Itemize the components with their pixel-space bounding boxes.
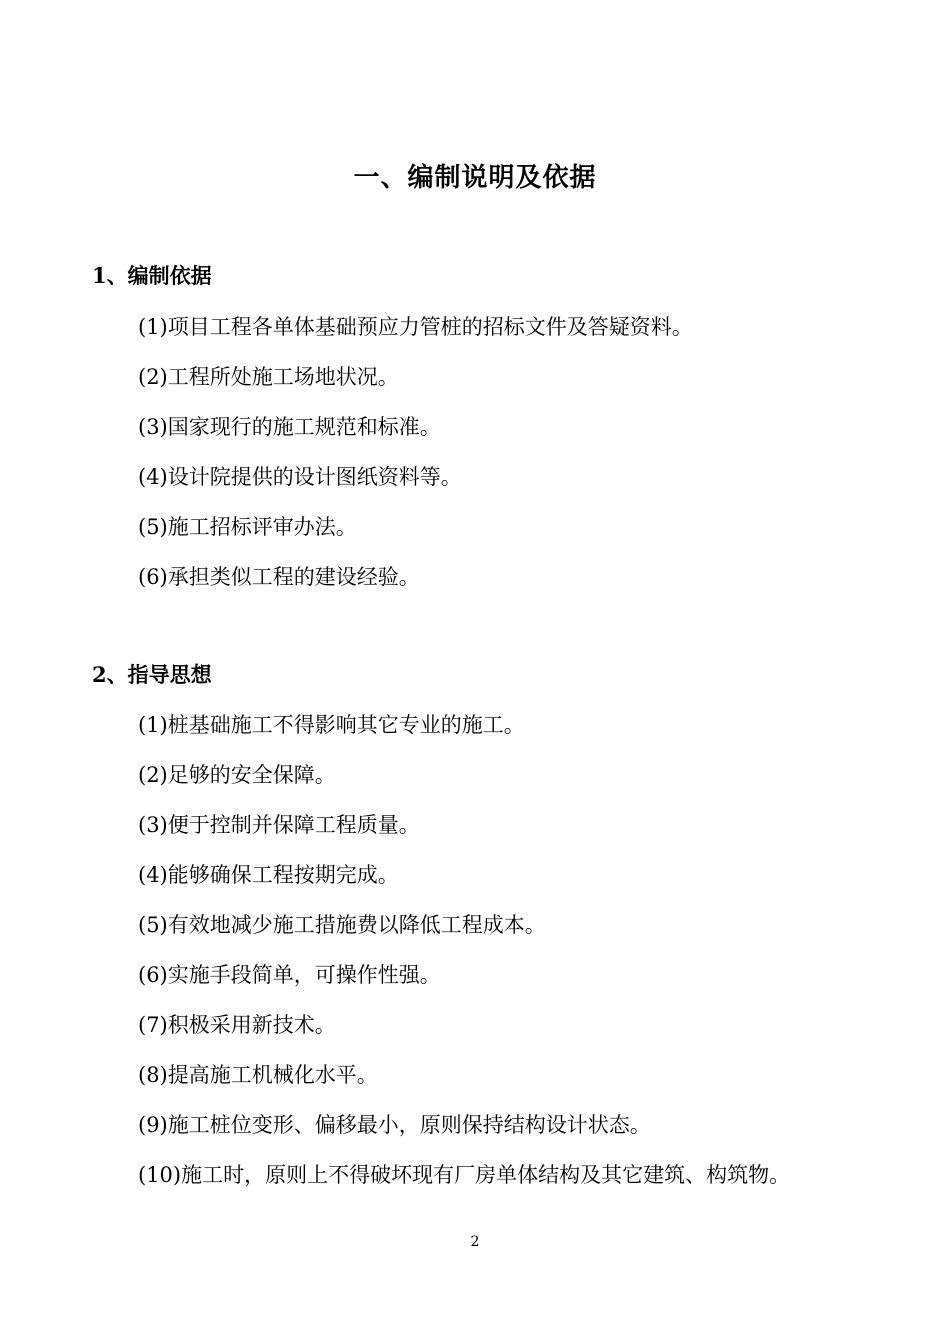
basis-list (138, 312, 693, 612)
list-item: (9)施工桩位变形、偏移最小，原则保持结构设计状态。 (138, 1113, 651, 1137)
list-item: (3)便于控制并保障工程质量。 (138, 813, 420, 837)
document-title: 一、编制说明及依据 (353, 163, 597, 193)
list-item: (6)承担类似工程的建设经验。 (138, 565, 420, 589)
list-item: (4)能够确保工程按期完成。 (138, 863, 399, 887)
list-item: (5)施工招标评审办法。 (138, 515, 357, 539)
section-heading-basis: 1、编制依据 (92, 263, 212, 288)
list-item: (7)积极采用新技术。 (138, 1013, 336, 1037)
list-item: (2)工程所处施工场地状况。 (138, 365, 399, 389)
list-item: (3)国家现行的施工规范和标准。 (138, 415, 441, 439)
list-item: (8)提高施工机械化水平。 (138, 1063, 378, 1087)
guiding-principles-list (138, 710, 790, 1210)
page-number: 2 (470, 1234, 480, 1250)
section-heading-guiding-principles: 2、指导思想 (92, 662, 212, 687)
list-item: (4)设计院提供的设计图纸资料等。 (138, 465, 462, 489)
list-item: (1)桩基础施工不得影响其它专业的施工。 (138, 713, 525, 737)
list-item: (2)足够的安全保障。 (138, 763, 336, 787)
list-item: (5)有效地减少施工措施费以降低工程成本。 (138, 913, 546, 937)
list-item: (1)项目工程各单体基础预应力管桩的招标文件及答疑资料。 (138, 315, 693, 339)
list-item: (10)施工时，原则上不得破坏现有厂房单体结构及其它建筑、构筑物。 (138, 1163, 791, 1187)
list-item: (6)实施手段简单，可操作性强。 (138, 963, 441, 987)
